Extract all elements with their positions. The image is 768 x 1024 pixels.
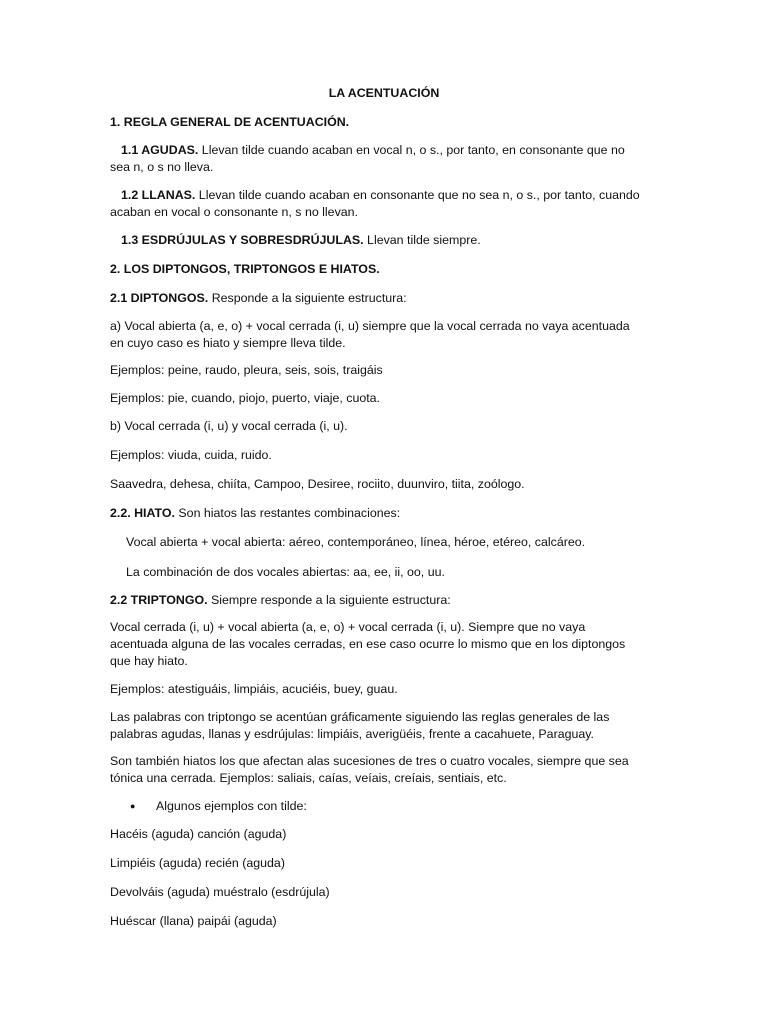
agudas-text-1: Llevan tilde cuando acaban en vocal n, o s., por tanto, en consonante que no xyxy=(198,143,625,157)
diptongo-a-line-2: en cuyo caso es hiato y siempre lleva tilde. xyxy=(110,336,346,350)
diptongo-examples-1: Ejemplos: peine, raudo, pleura, seis, sois, traigáis xyxy=(110,363,383,377)
bullet-item: Algunos ejemplos con tilde: xyxy=(156,799,307,813)
triptongo-structure-line-3: que hay hiato. xyxy=(110,654,188,668)
diptongos-label: 2.1 DIPTONGOS. xyxy=(110,291,209,305)
section-1-heading: 1. REGLA GENERAL DE ACENTUACIÓN. xyxy=(110,115,350,129)
diptongo-examples-2: Ejemplos: pie, cuando, piojo, puerto, viaje, cuota. xyxy=(110,391,381,405)
triptongo-rule-line-2: palabras agudas, llanas y esdrújulas: limpiáis, averigüéis, frente a cacahuete, Paraguay. xyxy=(110,727,594,741)
hiato-paragraph xyxy=(110,505,670,522)
hiato-label: 2.2. HIATO. xyxy=(110,506,175,520)
tilde-example-1: Hacéis (aguda) canción (aguda) xyxy=(110,827,287,841)
document-title: LA ACENTUACIÓN xyxy=(328,86,440,100)
esdrujulas-label: 1.3 ESDRÚJULAS Y SOBRESDRÚJULAS. xyxy=(121,233,364,247)
hiato-item-2 xyxy=(110,564,670,581)
agudas-text-2: sea n, o s no lleva. xyxy=(110,160,214,174)
hiato-sequences-line-1: Son también hiatos los que afectan alas sucesiones de tres o cuatro vocales, siempre que sea xyxy=(110,754,629,768)
hiato-item-1-text: Vocal abierta + vocal abierta: aéreo, contemporáneo, línea, héroe, etéreo, calcáreo. xyxy=(126,535,586,549)
hiato-sequences-line-2: tónica una cerrada. Ejemplos: saliais, caías, veíais, creíais, sentiais, etc. xyxy=(110,771,507,785)
triptongo-label: 2.2 TRIPTONGO. xyxy=(110,593,208,607)
diptongo-examples-3: Ejemplos: viuda, cuida, ruido. xyxy=(110,448,272,462)
esdrujulas-paragraph xyxy=(110,232,681,249)
triptongo-structure-line-1: Vocal cerrada (i, u) + vocal abierta (a, e, o) + vocal cerrada (i, u). Siempre que no vaya xyxy=(110,620,586,634)
hiato-word-examples: Saavedra, dehesa, chiíta, Campoo, Desiree, rociito, duunviro, tiita, zoólogo. xyxy=(110,477,525,491)
llanas-label: 1.2 LLANAS. xyxy=(121,188,196,202)
tilde-example-4: Huéscar (llana) paipái (aguda) xyxy=(110,914,277,928)
diptongo-b: b) Vocal cerrada (i, u) y vocal cerrada (i, u). xyxy=(110,419,348,433)
esdrujulas-text: Llevan tilde siempre. xyxy=(363,233,481,247)
triptongo-text: Siempre responde a la siguiente estructura: xyxy=(207,593,451,607)
llanas-text-2: acaban en vocal o consonante n, s no llevan. xyxy=(110,205,358,219)
bullet-icon: ● xyxy=(130,801,136,811)
llanas-text-1: Llevan tilde cuando acaban en consonante que no sea n, o s., por tanto, cuando xyxy=(195,188,640,202)
diptongo-a-line-1: a) Vocal abierta (a, e, o) + vocal cerrada (i, u) siempre que la vocal cerrada no vaya acentuada xyxy=(110,319,630,333)
llanas-paragraph-line-1 xyxy=(110,187,681,204)
triptongo-paragraph xyxy=(110,592,670,609)
hiato-item-1 xyxy=(110,534,670,551)
hiato-text: Son hiatos las restantes combinaciones: xyxy=(174,506,401,520)
section-2-heading: 2. LOS DIPTONGOS, TRIPTONGOS E HIATOS. xyxy=(110,262,380,276)
triptongo-structure-line-2: acentuada alguna de las vocales cerradas, en ese caso ocurre lo mismo que en los diptongos xyxy=(110,637,626,651)
triptongo-examples: Ejemplos: atestiguáis, limpiáis, acuciéis, buey, guau. xyxy=(110,682,398,696)
triptongo-rule-line-1: Las palabras con triptongo se acentúan gráficamente siguiendo las reglas generales de las xyxy=(110,710,610,724)
tilde-example-2: Limpiéis (aguda) recién (aguda) xyxy=(110,856,285,870)
diptongos-text: Responde a la siguiente estructura: xyxy=(208,291,407,305)
tilde-example-3: Devolváis (aguda) muéstralo (esdrújula) xyxy=(110,885,330,899)
agudas-paragraph-line-1 xyxy=(110,142,681,159)
diptongos-paragraph xyxy=(110,290,670,307)
hiato-item-2-text: La combinación de dos vocales abiertas: aa, ee, ii, oo, uu. xyxy=(126,565,445,579)
agudas-label: 1.1 AGUDAS. xyxy=(121,143,199,157)
